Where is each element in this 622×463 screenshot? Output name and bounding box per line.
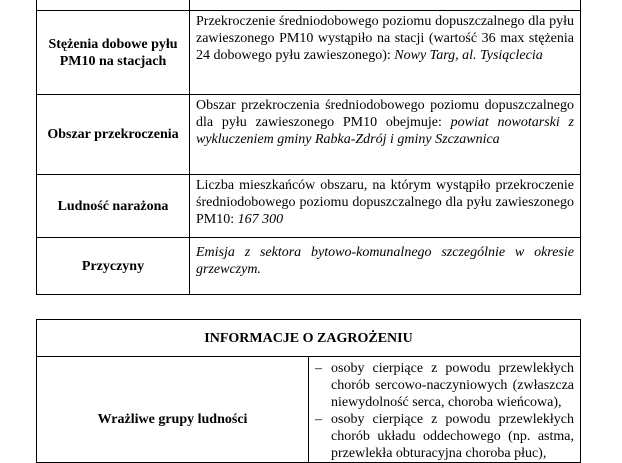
row-label-stezenia: Stężenia dobowe pyłu PM10 na stacjach (37, 11, 190, 95)
table-row (37, 238, 581, 295)
row-value-stezenia (190, 11, 581, 95)
value-text: Obszar przekroczenia średniodobowego poziomu dopuszczalnego dla pyłu zawieszonego PM10 obejmuje: (196, 98, 574, 130)
row-label (37, 0, 190, 11)
row-value-ludnosc (190, 175, 581, 238)
row-value-obszar (190, 95, 581, 175)
value-text: Przekroczenie średniodobowego poziomu dopuszczalnego dla pyłu zawieszonego PM10 wystąpiło na stacji (wartość 36 max stężenia 24 dobowego pyłu zawieszonego): (196, 14, 574, 63)
value-italic: powiat nowotarski z wykluczeniem gminy Rabka-Zdrój i gminy Szczawnica (196, 115, 574, 147)
row-label-ludnosc: Ludność narażona (37, 175, 190, 238)
row-label-obszar: Obszar przekroczenia (37, 95, 190, 175)
row-label-przyczyny: Przyczyny (37, 238, 190, 295)
table-row (37, 95, 581, 175)
value-italic: 167 300 (237, 212, 284, 227)
table-row (37, 11, 581, 95)
value-italic: Emisja z sektora bytowo-komunalnego szczególnie w okresie grzewczym. (196, 245, 574, 277)
list-item: – osoby cierpiące z powodu przewlekłych chorób układu oddechowego (np. astma, przewlekła obturacyjna choroba płuc), (315, 411, 574, 462)
table-row (37, 0, 581, 11)
table-row (37, 175, 581, 238)
info-table (36, 0, 581, 295)
row-value-przyczyny (190, 238, 581, 295)
threat-info-table (36, 319, 581, 463)
row-value-wrazliwe (309, 357, 581, 463)
value-italic: Nowy Targ, al. Tysiąclecia (394, 48, 543, 63)
risk-group-list (315, 360, 574, 462)
list-item: – osoby cierpiące z powodu przewlekłych chorób sercowo-naczyniowych (zwłaszcza niewydolność serca, choroba wieńcowa), (315, 360, 574, 411)
row-value (190, 0, 581, 11)
row-label-wrazliwe: Wrażliwe grupy ludności (37, 357, 309, 463)
table-header: INFORMACJE O ZAGROŻENIU (37, 320, 581, 357)
value-text: Liczba mieszkańców obszaru, na którym wystąpiło przekroczenie średniodobowego poziomu dopuszczalnego dla pyłu zawieszonego PM10: (196, 178, 574, 227)
table-header-row (37, 320, 581, 357)
table-row (37, 357, 581, 463)
